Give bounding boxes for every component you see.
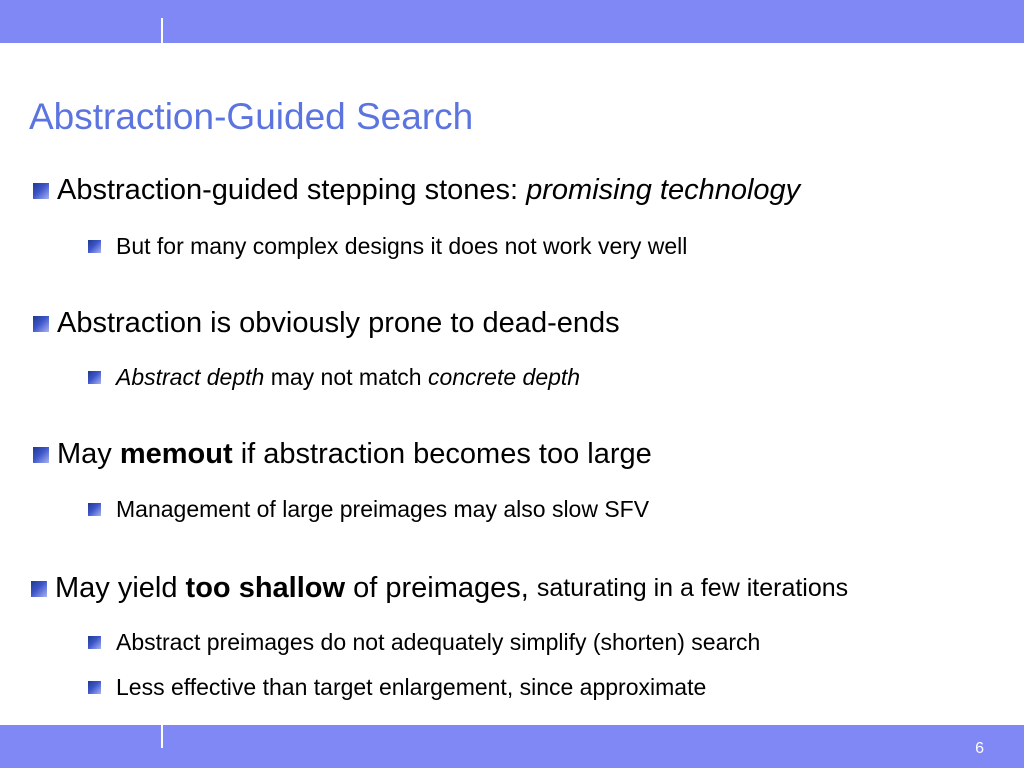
slide-title: Abstraction-Guided Search: [29, 96, 474, 137]
top-banner: [0, 0, 1024, 43]
bullet-square-icon: [31, 581, 47, 597]
bullet-dead-ends: [33, 305, 620, 341]
sub-bullet-complex-designs: [88, 231, 687, 261]
bullet-suffix: of preimages,: [345, 572, 537, 604]
bullet-stepping-stones: [33, 172, 800, 208]
sub-bullet-text: But for many complex designs it does not work very well: [116, 233, 688, 259]
sub-bullet-abstract-preimages: [88, 627, 760, 657]
sub-bullet-text: Management of large preimages may also slow SFV: [116, 496, 650, 522]
sub-bullet-depth: [88, 362, 580, 392]
sub-bullet-square-icon: [88, 636, 101, 649]
page-number: 6: [975, 740, 984, 757]
sub-bullet-text: Abstract preimages do not adequately simplify (shorten) search: [116, 629, 761, 655]
sub-bullet-square-icon: [88, 503, 101, 516]
sub-bullet-square-icon: [88, 371, 101, 384]
sub-bullet-square-icon: [88, 681, 101, 694]
bottom-divider: [161, 725, 163, 748]
bullet-square-icon: [33, 183, 49, 199]
bullet-text: Abstraction is obviously prone to dead-ends: [57, 307, 620, 339]
bullet-prefix: May yield: [55, 572, 186, 604]
bullet-bold-text: too shallow: [185, 572, 346, 604]
bullet-memout: [33, 436, 652, 472]
sub-bullet-middle: may not match: [264, 364, 428, 390]
bullet-too-shallow: [31, 570, 848, 606]
sub-bullet-italic-end: concrete depth: [427, 364, 581, 390]
sub-bullet-italic-start: Abstract depth: [116, 364, 265, 390]
bullet-suffix: if abstraction becomes too large: [232, 438, 652, 470]
bullet-bold-text: memout: [119, 438, 233, 470]
sub-bullet-square-icon: [88, 240, 101, 253]
bullet-square-icon: [33, 316, 49, 332]
sub-bullet-slow-sfv: [88, 494, 649, 524]
bullet-prefix: May: [57, 438, 120, 470]
sub-bullet-text: Less effective than target enlargement, since approximate: [116, 674, 707, 700]
sub-bullet-less-effective: [88, 672, 706, 702]
bullet-italic-text: promising technology: [526, 174, 801, 206]
bullet-text: Abstraction-guided stepping stones:: [57, 174, 519, 206]
top-divider: [161, 18, 163, 43]
bullet-small-text: saturating in a few iterations: [536, 574, 849, 602]
bullet-square-icon: [33, 447, 49, 463]
bottom-banner: [0, 725, 1024, 768]
